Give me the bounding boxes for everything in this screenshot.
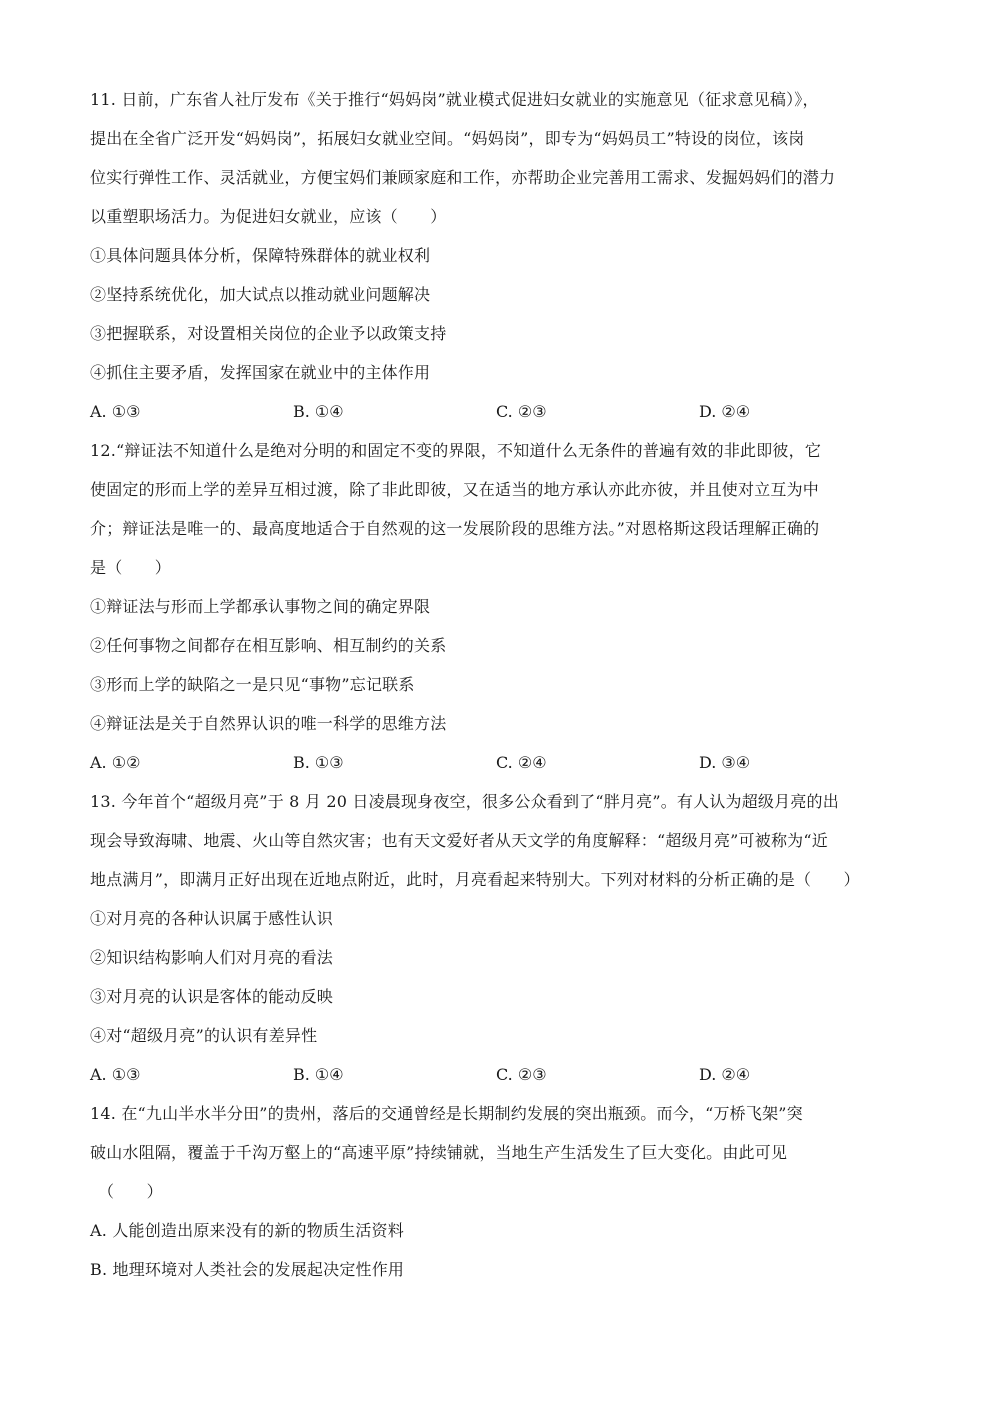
statement-item: ②坚持系统优化，加大试点以推动就业问题解决	[90, 285, 431, 304]
answer-options	[90, 743, 910, 782]
question-stem-line: 11. 日前，广东省人社厅发布《关于推行“妈妈岗”就业模式促进妇女就业的实施意见（征求意见稿）》，	[90, 90, 819, 109]
question-stem-line: 位实行弹性工作、灵活就业，方便宝妈们兼顾家庭和工作，亦帮助企业完善用工需求、发掘妈妈们的潜力	[90, 168, 836, 187]
statement-item: ③对月亮的认识是客体的能动反映	[90, 987, 334, 1006]
statement-item: ①辩证法与形而上学都承认事物之间的确定界限	[90, 597, 431, 616]
question-stem-line: 以重塑职场活力。为促进妇女就业，应该（ ）	[90, 207, 447, 226]
answer-options	[90, 392, 910, 431]
question-stem-line: 破山水阻隔，覆盖于千沟万壑上的“高速平原”持续铺就，当地生产生活发生了巨大变化。由此可见	[90, 1143, 788, 1162]
question-stem-line: 14. 在“九山半水半分田”的贵州，落后的交通曾经是长期制约发展的突出瓶颈。而今，“万桥飞架”突	[90, 1104, 803, 1123]
option-d: D. ②④	[699, 402, 751, 421]
option-a: A. ①②	[90, 753, 141, 772]
question-stem-line: （ ）	[98, 1182, 163, 1201]
answer-options	[90, 1055, 910, 1094]
option-b: B. ①④	[293, 1065, 344, 1084]
statement-item: ②任何事物之间都存在相互影响、相互制约的关系	[90, 636, 447, 655]
question-stem-line: 提出在全省广泛开发“妈妈岗”，拓展妇女就业空间。“妈妈岗”，即专为“妈妈员工”特设的岗位，该岗	[90, 129, 805, 148]
question-stem-line: 13. 今年首个“超级月亮”于 8 月 20 日凌晨现身夜空，很多公众看到了“胖月亮”。有人认为超级月亮的出	[90, 792, 839, 811]
statement-item: ③形而上学的缺陷之一是只见“事物”忘记联系	[90, 675, 415, 694]
question-stem-line: 使固定的形而上学的差异互相过渡，除了非此即彼，又在适当的地方承认亦此亦彼，并且使对立互为中	[90, 480, 820, 499]
statement-item: ④对“超级月亮”的认识有差异性	[90, 1026, 318, 1045]
document-page	[90, 80, 910, 1289]
option-c: C. ②③	[496, 1065, 547, 1084]
statement-item: ④辩证法是关于自然界认识的唯一科学的思维方法	[90, 714, 447, 733]
statement-item: ③把握联系，对设置相关岗位的企业予以政策支持	[90, 324, 447, 343]
question-11	[90, 80, 910, 431]
option-b: B. ①④	[293, 402, 344, 421]
statement-item: ①具体问题具体分析，保障特殊群体的就业权利	[90, 246, 431, 265]
option-c: C. ②③	[496, 402, 547, 421]
question-14	[90, 1094, 910, 1289]
question-stem-line: 12.“辩证法不知道什么是绝对分明的和固定不变的界限，不知道什么无条件的普遍有效的非此即彼，它	[90, 441, 822, 460]
question-stem-line: 是（ ）	[90, 558, 172, 577]
question-stem-line: 地点满月”，即满月正好出现在近地点附近，此时，月亮看起来特别大。下列对材料的分析正确的是（ ）	[90, 870, 860, 889]
statement-item: ①对月亮的各种认识属于感性认识	[90, 909, 334, 928]
question-13	[90, 782, 910, 1094]
option-c: C. ②④	[496, 753, 547, 772]
option-a: A. ①③	[90, 402, 141, 421]
option-d: D. ③④	[699, 753, 751, 772]
question-stem-line: 介；辩证法是唯一的、最高度地适合于自然观的这一发展阶段的思维方法。”对恩格斯这段话理解正确的	[90, 519, 820, 538]
option-a: A. ①③	[90, 1065, 141, 1084]
option-b: B. 地理环境对人类社会的发展起决定性作用	[90, 1260, 405, 1279]
statement-item: ④抓住主要矛盾，发挥国家在就业中的主体作用	[90, 363, 431, 382]
statement-item: ②知识结构影响人们对月亮的看法	[90, 948, 334, 967]
question-12	[90, 431, 910, 782]
question-stem-line: 现会导致海啸、地震、火山等自然灾害；也有天文爱好者从天文学的角度解释：“超级月亮”可被称为“近	[90, 831, 828, 850]
option-d: D. ②④	[699, 1065, 751, 1084]
option-a: A. 人能创造出原来没有的新的物质生活资料	[90, 1221, 404, 1240]
option-b: B. ①③	[293, 753, 344, 772]
